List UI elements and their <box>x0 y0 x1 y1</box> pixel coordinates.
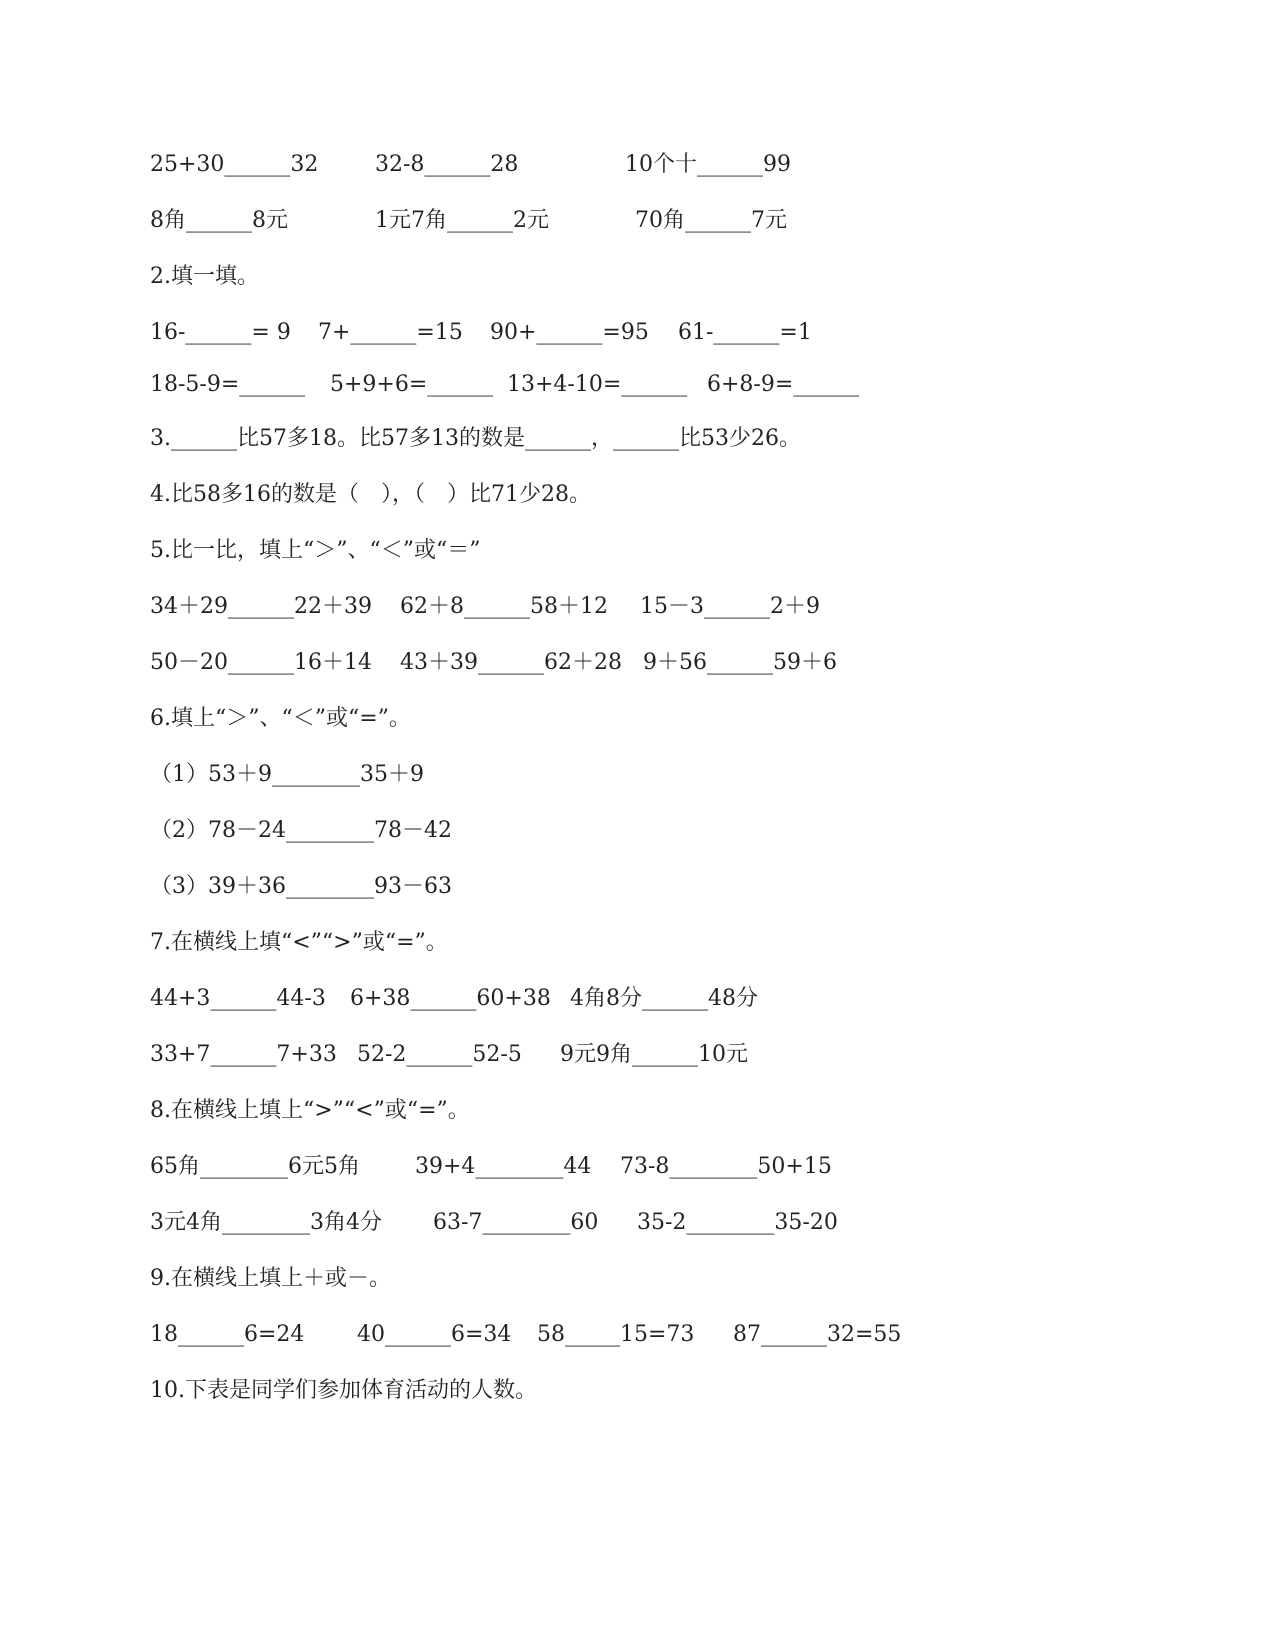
exercise-item: 70角______7元 <box>635 208 787 233</box>
exercise-item: 25+30______32 <box>150 152 319 177</box>
question-text: 10.下表是同学们参加体育活动的人数。 <box>150 1378 537 1403</box>
exercise-item: 16-______= 9 <box>150 320 291 345</box>
exercise-item: 44+3______44-3 <box>150 986 326 1011</box>
exercise-item: 39+4________44 <box>415 1154 592 1179</box>
exercise-item: （3）39＋36________93－63 <box>150 874 452 899</box>
question-text: 2.填一填。 <box>150 264 259 289</box>
question-text: 8.在横线上填上“>”“<”或“=”。 <box>150 1098 470 1123</box>
exercise-item: 34＋29______22＋39 <box>150 594 372 619</box>
exercise-item: 73-8________50+15 <box>620 1154 832 1179</box>
exercise-item: 13+4-10=______ <box>507 372 688 397</box>
exercise-item: 35-2________35-20 <box>637 1210 838 1235</box>
exercise-item: 6+8-9=______ <box>707 372 860 397</box>
exercise-item: 62＋8______58＋12 <box>400 594 608 619</box>
exercise-item: 87______32=55 <box>733 1322 902 1347</box>
exercise-item: 1元7角______2元 <box>375 208 549 233</box>
exercise-item: 18______6=24 <box>150 1322 305 1347</box>
exercise-item: 43＋39______62＋28 <box>400 650 622 675</box>
exercise-item: 7+______=15 <box>318 320 463 345</box>
exercise-item: 9＋56______59＋6 <box>643 650 837 675</box>
exercise-item: 4角8分______48分 <box>570 986 758 1011</box>
exercise-item: 32-8______28 <box>375 152 519 177</box>
exercise-item: 8角______8元 <box>150 208 288 233</box>
exercise-item: 3元4角________3角4分 <box>150 1210 382 1235</box>
question-text: 3.______比57多18。比57多13的数是______，______比53少26。 <box>150 426 801 451</box>
exercise-item: 40______6=34 <box>357 1322 512 1347</box>
exercise-item: 90+______=95 <box>490 320 649 345</box>
question-text: 6.填上“＞”、“＜”或“=”。 <box>150 706 411 731</box>
exercise-item: 18-5-9=______ <box>150 372 306 397</box>
exercise-item: 33+7______7+33 <box>150 1042 337 1067</box>
exercise-item: 9元9角______10元 <box>560 1042 748 1067</box>
question-text: 5.比一比，填上“＞”、“＜”或“＝” <box>150 538 481 563</box>
exercise-item: 52-2______52-5 <box>357 1042 522 1067</box>
exercise-item: 58_____15=73 <box>537 1322 695 1347</box>
exercise-item: 65角________6元5角 <box>150 1154 360 1179</box>
exercise-item: 50－20______16＋14 <box>150 650 372 675</box>
exercise-item: （1）53＋9________35＋9 <box>150 762 424 787</box>
exercise-item: 10个十______99 <box>625 152 791 177</box>
question-text: 4.比58多16的数是（ ），（ ）比71少28。 <box>150 482 591 507</box>
exercise-item: 6+38______60+38 <box>350 986 551 1011</box>
exercise-item: 5+9+6=______ <box>330 372 494 397</box>
exercise-item: 15－3______2＋9 <box>640 594 820 619</box>
exercise-item: 63-7________60 <box>433 1210 599 1235</box>
exercise-item: 61-______=1 <box>678 320 812 345</box>
question-text: 7.在横线上填“<”“>”或“=”。 <box>150 930 448 955</box>
question-text: 9.在横线上填上＋或－。 <box>150 1266 391 1291</box>
exercise-item: （2）78－24________78－42 <box>150 818 452 843</box>
